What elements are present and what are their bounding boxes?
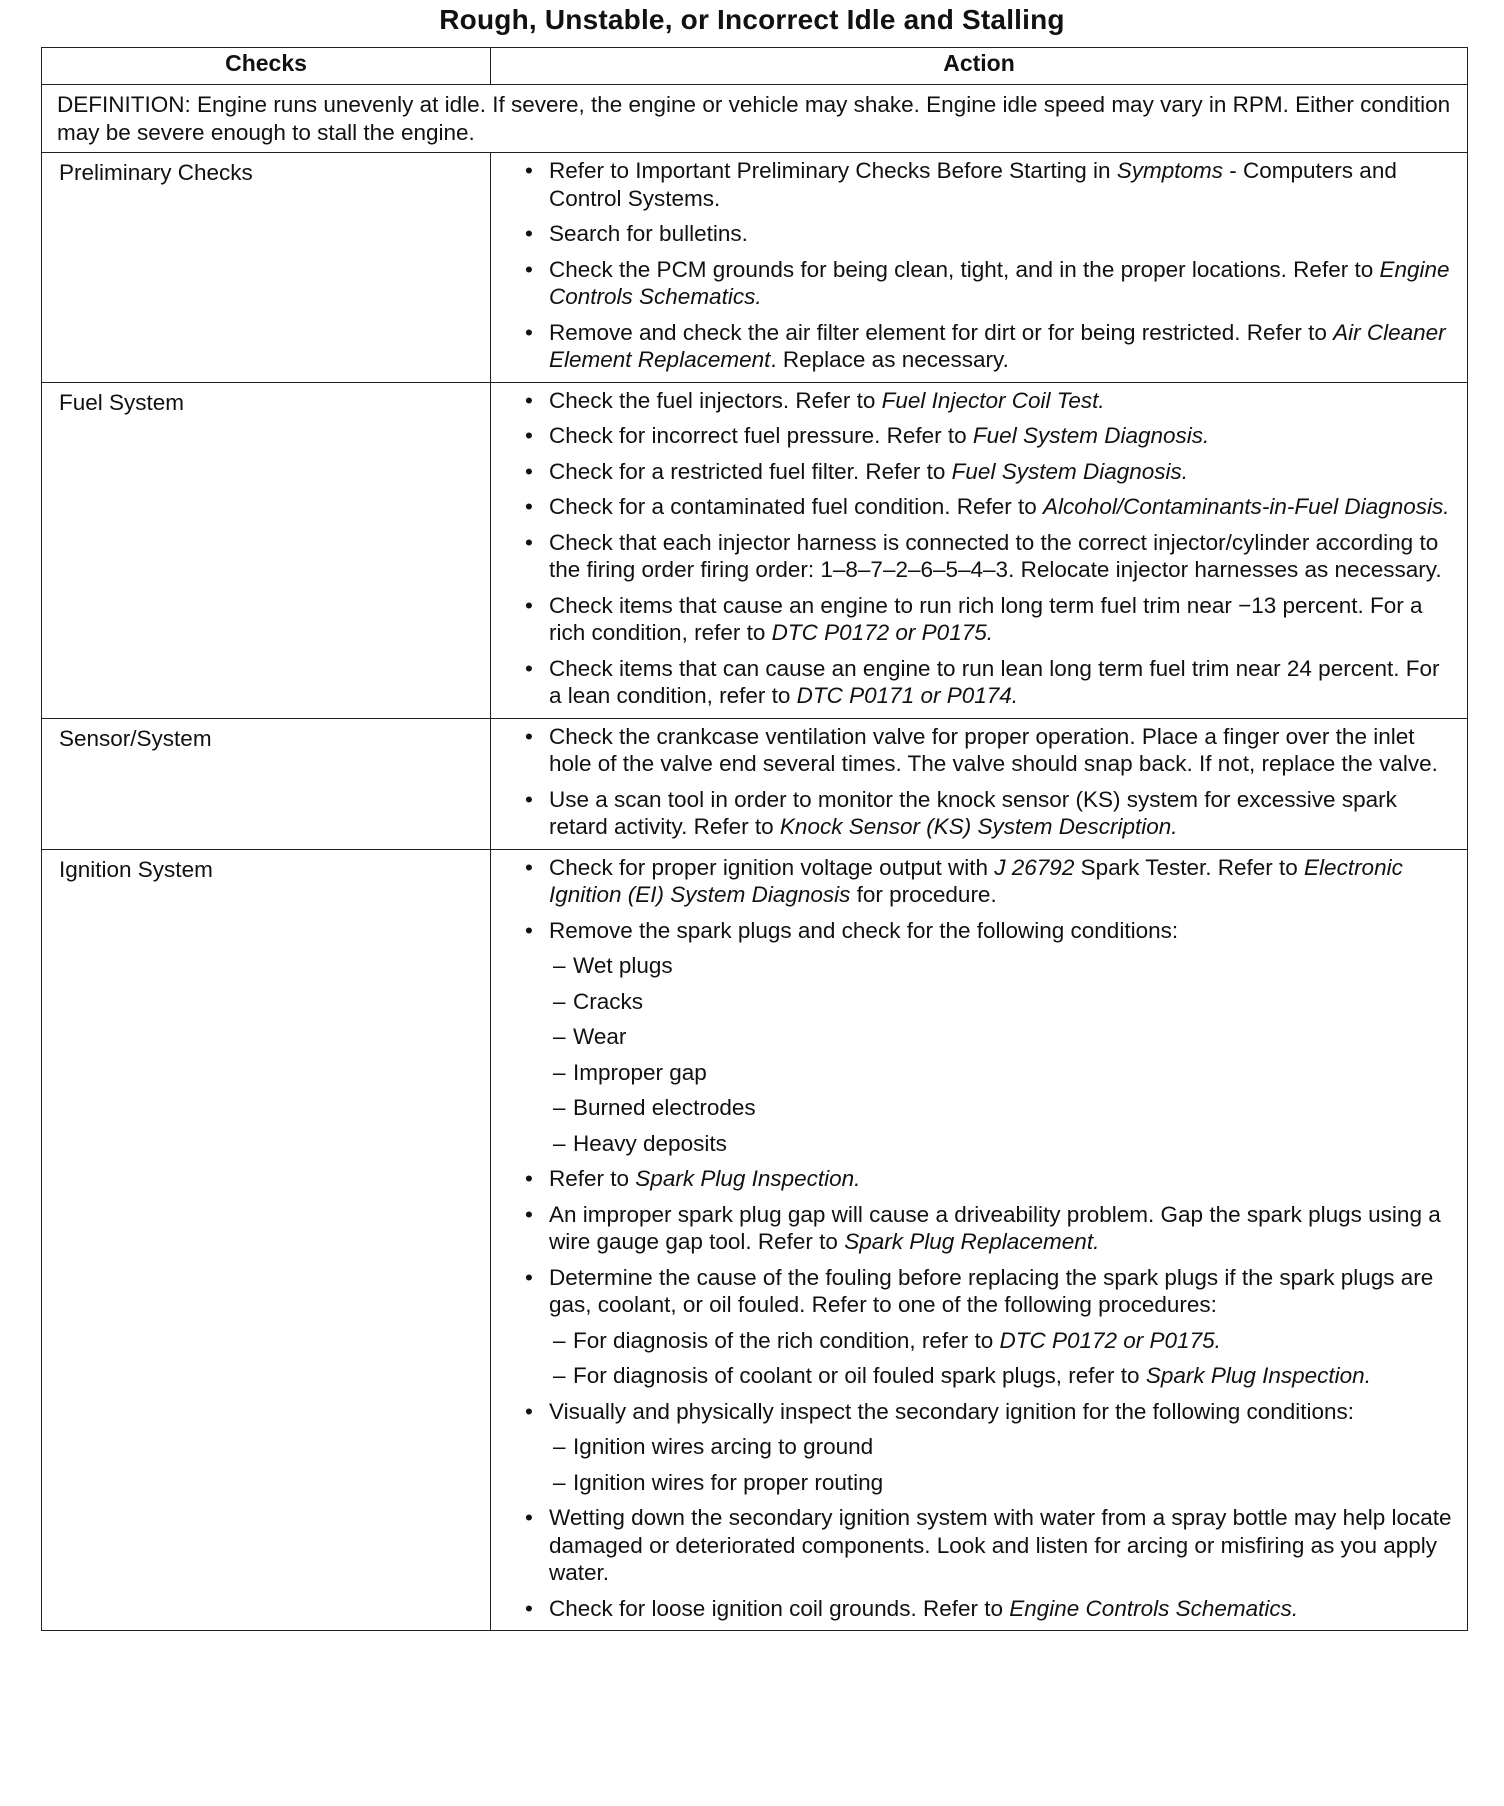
bullet-icon: • <box>525 387 533 413</box>
action-text: Wear <box>573 1024 627 1049</box>
action-text: Cracks <box>573 988 644 1014</box>
sub-item <box>549 1362 1455 1390</box>
dash-icon: – <box>553 1363 566 1388</box>
action-item <box>523 458 1455 486</box>
dash-icon: – <box>553 1327 566 1353</box>
bullet-icon: • <box>525 256 533 282</box>
action-item <box>523 422 1455 450</box>
action-text: Determine the cause of the fouling before replacing the spark plugs if the spark plugs are gas, coolant, or oil fouled. Refer to one of the following procedures: <box>549 1264 1434 1317</box>
check-name: Ignition System <box>42 849 491 1631</box>
bullet-icon: • <box>525 592 533 618</box>
action-item <box>523 529 1455 584</box>
reference-text: Fuel System Diagnosis. <box>951 458 1189 484</box>
reference-text: DTC P0172 or P0175. <box>999 1327 1221 1353</box>
dash-icon: – <box>553 988 566 1014</box>
action-cell <box>491 153 1468 383</box>
check-name: Sensor/System <box>42 718 491 849</box>
sub-list <box>549 1327 1455 1390</box>
sub-item <box>549 1433 1455 1461</box>
sub-list <box>549 1433 1455 1496</box>
action-item <box>523 854 1455 909</box>
action-cell <box>491 849 1468 1631</box>
action-cell <box>491 382 1468 718</box>
action-text: Ignition wires arcing to ground <box>573 1434 874 1459</box>
table-body <box>42 85 1468 1631</box>
action-text: Check for a restricted fuel filter. Refer to <box>549 458 952 484</box>
action-list <box>523 854 1455 1623</box>
action-item <box>523 387 1455 415</box>
action-list <box>523 157 1455 374</box>
sub-item <box>549 1469 1455 1497</box>
dash-icon: – <box>553 1059 566 1085</box>
bullet-icon: • <box>525 1166 533 1191</box>
action-text: Remove the spark plugs and check for the following conditions: <box>549 917 1179 943</box>
action-text: Use a scan tool in order to monitor the knock sensor (KS) system for excessive spark retard activity. Refer to <box>549 786 1397 839</box>
action-text: Check the PCM grounds for being clean, tight, and in the proper locations. Refer to <box>549 256 1380 282</box>
bullet-icon: • <box>525 786 533 812</box>
action-item <box>523 157 1455 212</box>
action-text: For diagnosis of the rich condition, refer to <box>573 1327 1000 1353</box>
check-row <box>42 849 1468 1631</box>
reference-text: DTC P0171 or P0174. <box>796 683 1019 708</box>
reference-text: Engine Controls Schematics. <box>549 256 1450 309</box>
reference-text: J 26792 <box>994 854 1075 880</box>
bullet-icon: • <box>525 1264 533 1290</box>
bullet-icon: • <box>525 494 533 519</box>
action-text: Check for loose ignition coil grounds. Refer to <box>549 1595 1010 1621</box>
action-text: Burned electrodes <box>573 1095 756 1120</box>
action-text: - Computers and Control Systems. <box>549 158 1397 211</box>
reference-text: Alcohol/Contaminants-in-Fuel Diagnosis. <box>1043 494 1450 519</box>
bullet-icon: • <box>525 723 533 749</box>
action-text: Refer to Important Preliminary Checks Before Starting in <box>549 158 1117 183</box>
bullet-icon: • <box>525 319 533 345</box>
sub-item <box>549 1023 1455 1051</box>
sub-item <box>549 1059 1455 1087</box>
reference-text: Electronic Ignition (EI) System Diagnosis <box>549 854 1403 907</box>
action-text: for procedure. <box>850 882 997 907</box>
bullet-icon: • <box>525 854 533 880</box>
dash-icon: – <box>553 1095 566 1120</box>
bullet-icon: • <box>525 1398 533 1424</box>
action-item <box>523 493 1455 521</box>
action-text: Check the fuel injectors. Refer to <box>549 387 882 413</box>
action-item <box>523 1504 1455 1587</box>
action-item <box>523 1264 1455 1390</box>
header-row <box>42 48 1468 85</box>
bullet-icon: • <box>525 655 533 681</box>
reference-text: Symptoms <box>1116 158 1224 183</box>
reference-text: Fuel Injector Coil Test. <box>881 387 1105 413</box>
action-item <box>523 655 1455 710</box>
definition-row <box>42 85 1468 153</box>
action-text: Improper gap <box>573 1059 707 1085</box>
bullet-icon: • <box>525 221 533 246</box>
action-text: Ignition wires for proper routing <box>573 1469 884 1495</box>
action-list <box>523 387 1455 710</box>
action-header: Action <box>491 48 1468 85</box>
diagnostic-table <box>41 47 1468 1631</box>
action-item <box>523 220 1455 248</box>
check-name: Fuel System <box>42 382 491 718</box>
sub-item <box>549 988 1455 1016</box>
action-text: Wetting down the secondary ignition system with water from a spray bottle may help locate damaged or deteriorated components. Look and listen for arcing or misfiring as you apply water. <box>549 1505 1452 1585</box>
checks-header: Checks <box>42 48 491 85</box>
reference-text: Spark Plug Replacement. <box>844 1229 1100 1254</box>
action-list <box>523 723 1455 841</box>
action-item <box>523 1595 1455 1623</box>
bullet-icon: • <box>525 529 533 555</box>
page-title: Rough, Unstable, or Incorrect Idle and Stalling <box>439 4 1065 35</box>
dash-icon: – <box>553 1469 566 1495</box>
action-text: Check items that cause an engine to run rich long term fuel trim near −13 percent. For a rich condition, refer to <box>549 592 1423 645</box>
dash-icon: – <box>553 1434 566 1459</box>
action-item <box>523 786 1455 841</box>
bullet-icon: • <box>525 458 533 484</box>
sub-item <box>549 1094 1455 1122</box>
sub-item <box>549 952 1455 980</box>
reference-text: DTC P0172 or P0175. <box>771 620 993 645</box>
action-text: Refer to <box>549 1166 636 1191</box>
dash-icon: – <box>553 1024 566 1049</box>
action-item <box>523 917 1455 1158</box>
action-text: Check for proper ignition voltage output with <box>549 854 995 880</box>
bullet-icon: • <box>525 917 533 943</box>
sub-item <box>549 1130 1455 1158</box>
sub-list <box>549 952 1455 1157</box>
check-row <box>42 153 1468 383</box>
action-text: An improper spark plug gap will cause a driveability problem. Gap the spark plugs using a wire gauge gap tool. Refer to <box>549 1201 1441 1254</box>
action-item <box>523 1201 1455 1256</box>
dash-icon: – <box>553 953 566 978</box>
reference-text: Spark Plug Inspection. <box>635 1166 861 1191</box>
action-text: Check the crankcase ventilation valve for proper operation. Place a finger over the inlet hole of the valve end several times. The valve should snap back. If not, replace the valve. <box>549 723 1438 776</box>
action-text: Check for incorrect fuel pressure. Refer to <box>549 423 973 448</box>
reference-text: Spark Plug Inspection. <box>1145 1363 1371 1388</box>
action-text: For diagnosis of coolant or oil fouled spark plugs, refer to <box>573 1363 1146 1388</box>
action-item <box>523 1165 1455 1193</box>
reference-text: Air Cleaner Element Replacement <box>549 319 1446 372</box>
action-text: Remove and check the air filter element for dirt or for being restricted. Refer to <box>549 319 1334 345</box>
action-item <box>523 256 1455 311</box>
action-text: Check for a contaminated fuel condition. Refer to <box>549 494 1044 519</box>
sub-item <box>549 1327 1455 1355</box>
bullet-icon: • <box>525 1595 533 1621</box>
bullet-icon: • <box>525 158 533 183</box>
action-text: Check items that can cause an engine to run lean long term fuel trim near 24 percent. For a lean condition, refer to <box>549 655 1440 708</box>
bullet-icon: • <box>525 423 533 448</box>
definition-text: DEFINITION: Engine runs unevenly at idle. If severe, the engine or vehicle may shake. Engine idle speed may vary in RPM. Either condition may be severe enough to stall the engine. <box>42 85 1468 153</box>
dash-icon: – <box>553 1130 566 1156</box>
action-text: . Replace as necessary. <box>770 347 1009 372</box>
action-item <box>523 723 1455 778</box>
reference-text: Fuel System Diagnosis. <box>972 423 1210 448</box>
check-name: Preliminary Checks <box>42 153 491 383</box>
action-item <box>523 1398 1455 1497</box>
action-text: Heavy deposits <box>573 1130 727 1156</box>
action-cell <box>491 718 1468 849</box>
action-item <box>523 319 1455 374</box>
check-row <box>42 382 1468 718</box>
action-text: Visually and physically inspect the secondary ignition for the following conditions: <box>549 1398 1355 1424</box>
action-item <box>523 592 1455 647</box>
reference-text: Knock Sensor (KS) System Description. <box>779 814 1178 839</box>
bullet-icon: • <box>525 1201 533 1227</box>
bullet-icon: • <box>525 1505 533 1530</box>
action-text: Spark Tester. Refer to <box>1074 854 1305 880</box>
action-text: Wet plugs <box>573 953 673 978</box>
action-text: Check that each injector harness is connected to the correct injector/cylinder according to the firing order firing order: 1–8–7–2–6–5–4–3. Relocate injector harnesses as necessary. <box>549 529 1442 582</box>
action-text: Search for bulletins. <box>549 221 748 246</box>
reference-text: Engine Controls Schematics. <box>1009 1595 1299 1621</box>
check-row <box>42 718 1468 849</box>
